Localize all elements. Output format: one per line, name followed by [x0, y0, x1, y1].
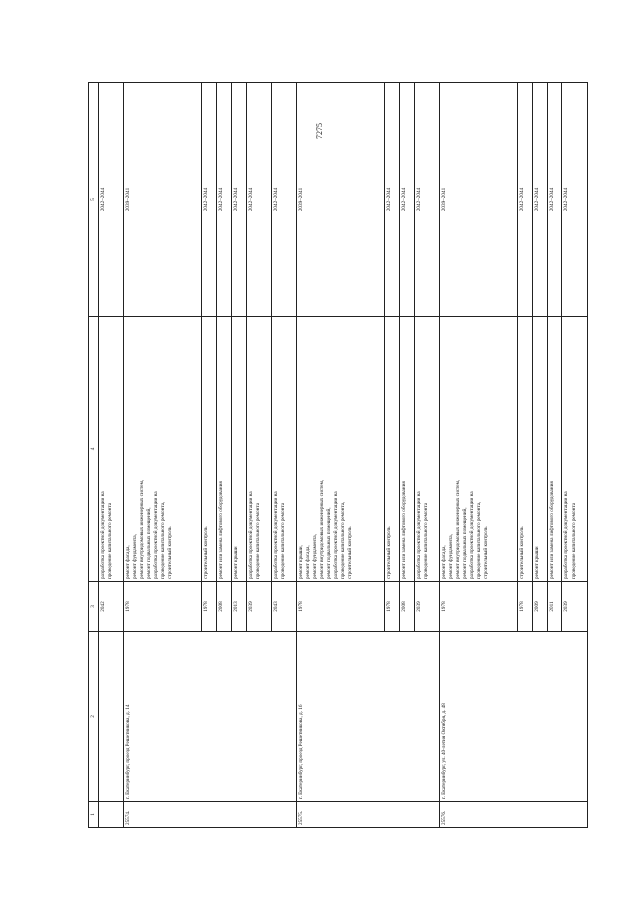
period-cell: 2042–2044	[271, 83, 296, 317]
period-cell: 2042–2044	[562, 83, 588, 317]
page-number: 7275	[315, 123, 324, 139]
period-cell: 2042–2044	[231, 83, 246, 317]
work-type-text: разработка проектной документации на проведение капитального ремонта	[563, 491, 577, 579]
address-cell: г. Екатеринбург, проезд Решетникова, д. 14	[124, 632, 297, 802]
period-cell: 2042–2044	[216, 83, 231, 317]
work-type-cell	[297, 317, 385, 582]
work-type-text: разработка проектной документации на проведение капитального ремонта	[247, 491, 261, 579]
year-cell: 2039	[246, 582, 271, 632]
work-type-cell	[246, 317, 271, 582]
column-number-row	[89, 83, 99, 828]
year-cell: 1978	[124, 582, 202, 632]
column-header: 5	[89, 83, 99, 317]
work-type-cell	[440, 317, 518, 582]
column-header: 3	[89, 582, 99, 632]
row-number-cell	[99, 802, 124, 828]
period-cell: 2042–2044	[246, 83, 271, 317]
table-row	[99, 83, 124, 828]
period-cell: 2042–2044	[99, 83, 124, 317]
year-cell: 2039	[414, 582, 439, 632]
work-type-text: ремонт крыши, ремонт фасада, ремонт фундамента, ремонт внутридомовых инженерных систем, ремонт подвальных помещений, разработка проектной документации на проведение капитального ремонта, строительный контроль	[298, 479, 354, 579]
work-type-cell	[562, 317, 588, 582]
repair-schedule-table	[88, 82, 588, 828]
year-cell: 2011	[547, 582, 562, 632]
rotated-table-wrapper	[88, 83, 588, 828]
year-cell: 1978	[440, 582, 518, 632]
work-type-cell	[216, 317, 231, 582]
work-type-text: ремонт крыши	[232, 546, 239, 579]
work-type-text: ремонт или замена лифтового оборудования	[217, 481, 224, 579]
period-cell: 2042–2044	[385, 83, 400, 317]
address-cell: г. Екатеринбург, проезд Решетникова, д. 16	[297, 632, 440, 802]
work-type-cell	[414, 317, 439, 582]
table-row	[297, 83, 385, 828]
period-cell: 2042–2044	[547, 83, 562, 317]
work-type-cell	[99, 317, 124, 582]
column-header: 4	[89, 317, 99, 582]
period-cell: 2042–2044	[400, 83, 415, 317]
work-type-text: ремонт или замена лифтового оборудования	[548, 481, 555, 579]
period-cell: 2039–2041	[440, 83, 518, 317]
work-type-text: разработка проектной документации на проведение капитального ремонта	[100, 491, 114, 579]
row-number-cell: 25575.	[297, 802, 440, 828]
row-number-cell: 25576.	[440, 802, 588, 828]
period-cell: 2042–2044	[517, 83, 532, 317]
year-cell: 2009	[532, 582, 547, 632]
work-type-text: разработка проектной документации на проведение капитального ремонта	[415, 491, 429, 579]
work-type-text: строительный контроль	[518, 526, 525, 579]
period-cell: 2042–2044	[201, 83, 216, 317]
period-cell: 2039–2041	[297, 83, 385, 317]
table-row	[124, 83, 202, 828]
work-type-cell	[517, 317, 532, 582]
column-header: 2	[89, 632, 99, 802]
work-type-cell	[231, 317, 246, 582]
work-type-text: ремонт фасада, ремонт фундамента, ремонт внутридомовых инженерных систем, ремонт подвальных помещений, разработка проектной документации на проведение капитального ремонта, строительный контроль	[441, 479, 490, 579]
year-cell: 2013	[231, 582, 246, 632]
year-cell: 1978	[201, 582, 216, 632]
work-type-text: строительный контроль	[202, 526, 209, 579]
work-type-cell	[124, 317, 202, 582]
year-cell: 2008	[400, 582, 415, 632]
year-cell: 1978	[517, 582, 532, 632]
work-type-cell	[201, 317, 216, 582]
table-row	[440, 83, 518, 828]
period-cell: 2042–2044	[414, 83, 439, 317]
year-cell: 2043	[271, 582, 296, 632]
year-cell: 2039	[562, 582, 588, 632]
column-header: 1	[89, 802, 99, 828]
year-cell: 1978	[297, 582, 385, 632]
period-cell: 2039–2041	[124, 83, 202, 317]
address-cell: г. Екатеринбург, ул. 40-летия Октября, д. 48	[440, 632, 588, 802]
address-cell	[99, 632, 124, 802]
work-type-text: разработка проектной документации на проведение капитального ремонта	[272, 491, 286, 579]
row-number-cell: 25574.	[124, 802, 297, 828]
work-type-text: строительный контроль	[386, 526, 393, 579]
period-cell: 2042–2044	[532, 83, 547, 317]
work-type-cell	[385, 317, 400, 582]
year-cell: 2042	[99, 582, 124, 632]
year-cell: 2008	[216, 582, 231, 632]
work-type-cell	[400, 317, 415, 582]
work-type-text: ремонт фасада, ремонт фундамента, ремонт внутридомовых инженерных систем, ремонт подвальных помещений, разработка проектной документации на проведение капитального ремонта, строительный контроль	[125, 479, 174, 579]
work-type-cell	[271, 317, 296, 582]
work-type-text: ремонт или замена лифтового оборудования	[401, 481, 408, 579]
work-type-text: ремонт крыши	[533, 546, 540, 579]
work-type-cell	[532, 317, 547, 582]
year-cell: 1978	[385, 582, 400, 632]
work-type-cell	[547, 317, 562, 582]
